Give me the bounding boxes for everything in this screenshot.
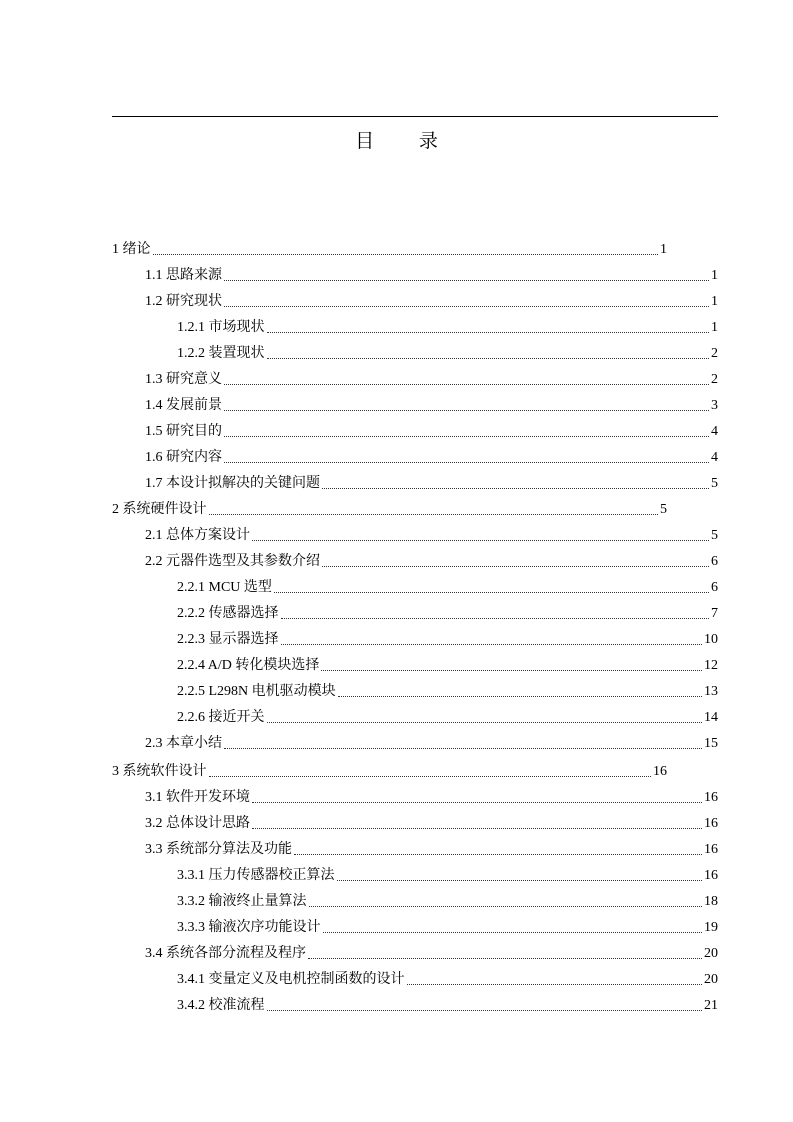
dot-leader [252, 801, 702, 803]
dot-leader [224, 461, 709, 463]
toc-entry-page: 20 [704, 972, 718, 987]
toc-entry-page: 3 [711, 398, 718, 413]
toc-entry[interactable] [177, 315, 718, 337]
toc-entry-page: 14 [704, 710, 718, 725]
dot-leader [209, 513, 659, 515]
dot-leader [323, 931, 703, 933]
toc-entry-label: 1.7 本设计拟解决的关键问题 [145, 476, 320, 491]
toc-entry-label: 3.3 系统部分算法及功能 [145, 842, 292, 857]
toc-entry[interactable] [145, 367, 718, 389]
toc-entry-label: 1.4 发展前景 [145, 398, 222, 413]
dot-leader [224, 383, 709, 385]
toc-entry[interactable] [145, 419, 718, 441]
toc-entry[interactable] [177, 627, 718, 649]
toc-entry[interactable] [145, 263, 718, 285]
toc-entry-label: 1.5 研究目的 [145, 424, 222, 439]
toc-entry-label: 1.6 研究内容 [145, 450, 222, 465]
toc-entry-label: 1.2.2 装置现状 [177, 346, 265, 361]
dot-leader [224, 435, 709, 437]
toc-entry-label: 1.2.1 市场现状 [177, 320, 265, 335]
toc-entry[interactable] [145, 549, 718, 571]
toc-entry-label: 2.2.2 传感器选择 [177, 606, 279, 621]
toc-entry-label: 2.2 元器件选型及其参数介绍 [145, 554, 320, 569]
dot-leader [337, 879, 703, 881]
dot-leader [224, 279, 709, 281]
dot-leader [267, 721, 703, 723]
toc-entry-page: 4 [711, 450, 718, 465]
toc-entry-label: 2.2.5 L298N 电机驱动模块 [177, 684, 336, 699]
toc-entry[interactable] [145, 445, 718, 467]
toc-entry-label: 3.4.1 变量定义及电机控制函数的设计 [177, 972, 405, 987]
dot-leader [338, 695, 702, 697]
toc-entry-page: 18 [704, 894, 718, 909]
dot-leader [209, 775, 652, 777]
toc-entry-page: 15 [704, 736, 718, 751]
toc-entry-page: 1 [660, 242, 667, 257]
toc-entry-label: 3.3.2 输液终止量算法 [177, 894, 307, 909]
dot-leader [281, 617, 710, 619]
toc-entry[interactable] [177, 863, 718, 885]
toc-entry-page: 1 [711, 320, 718, 335]
toc-entry-page: 1 [711, 294, 718, 309]
toc-entry-page: 16 [704, 842, 718, 857]
toc-entry-page: 1 [711, 268, 718, 283]
toc-entry[interactable] [145, 785, 718, 807]
toc-entry[interactable] [145, 393, 718, 415]
toc-entry-label: 2.1 总体方案设计 [145, 528, 250, 543]
dot-leader [321, 669, 702, 671]
dot-leader [224, 409, 709, 411]
toc-entry-page: 21 [704, 998, 718, 1013]
toc-entry-label: 2.2.6 接近开关 [177, 710, 265, 725]
toc-entry[interactable] [145, 731, 718, 753]
toc-entry-page: 4 [711, 424, 718, 439]
dot-leader [322, 565, 709, 567]
toc-entry-page: 12 [704, 658, 718, 673]
dot-leader [224, 305, 709, 307]
toc-entry[interactable] [177, 601, 718, 623]
toc-entry[interactable] [177, 679, 718, 701]
toc-entry-page: 16 [704, 868, 718, 883]
toc-entry-label: 2 系统硬件设计 [112, 502, 207, 517]
header-rule [112, 116, 718, 117]
toc-entry-label: 3.3.3 输液次序功能设计 [177, 920, 321, 935]
toc-entry-page: 13 [704, 684, 718, 699]
dot-leader [267, 331, 710, 333]
toc-entry-page: 16 [704, 816, 718, 831]
toc-entry-page: 10 [704, 632, 718, 647]
toc-entry-label: 2.2.4 A/D 转化模块选择 [177, 658, 320, 673]
dot-leader [252, 539, 709, 541]
toc-entry-label: 3 系统软件设计 [112, 764, 207, 779]
toc-entry[interactable] [177, 705, 718, 727]
toc-entry-page: 6 [711, 554, 718, 569]
toc-entry-label: 2.2.1 MCU 选型 [177, 580, 272, 595]
toc-entry[interactable] [112, 759, 667, 781]
toc-entry[interactable] [112, 237, 667, 259]
toc-entry-page: 20 [704, 946, 718, 961]
toc-entry-label: 3.2 总体设计思路 [145, 816, 250, 831]
dot-leader [224, 747, 702, 749]
toc-entry[interactable] [177, 993, 718, 1015]
toc-entry-page: 5 [660, 502, 667, 517]
toc-entry[interactable] [177, 915, 718, 937]
dot-leader [252, 827, 702, 829]
toc-entry[interactable] [112, 497, 667, 519]
toc-entry-label: 2.3 本章小结 [145, 736, 222, 751]
toc-entry-label: 2.2.3 显示器选择 [177, 632, 279, 647]
dot-leader [322, 487, 709, 489]
toc-entry-page: 7 [711, 606, 718, 621]
toc-entry-label: 3.4 系统各部分流程及程序 [145, 946, 306, 961]
dot-leader [308, 957, 702, 959]
dot-leader [267, 357, 710, 359]
toc-entry-label: 3.1 软件开发环境 [145, 790, 250, 805]
dot-leader [274, 591, 709, 593]
toc-entry[interactable] [145, 289, 718, 311]
toc-entry-page: 16 [653, 764, 667, 779]
toc-entry[interactable] [145, 811, 718, 833]
toc-entry[interactable] [177, 341, 718, 363]
toc-entry-label: 1.2 研究现状 [145, 294, 222, 309]
toc-entry[interactable] [145, 523, 718, 545]
toc-entry-page: 2 [711, 346, 718, 361]
dot-leader [153, 253, 659, 255]
toc-entry-label: 1 绪论 [112, 242, 151, 257]
toc-entry-page: 5 [711, 476, 718, 491]
toc-entry-page: 19 [704, 920, 718, 935]
toc-entry[interactable] [177, 653, 718, 675]
dot-leader [407, 983, 703, 985]
toc-entry-page: 16 [704, 790, 718, 805]
dot-leader [294, 853, 702, 855]
dot-leader [267, 1009, 703, 1011]
dot-leader [309, 905, 703, 907]
toc-entry[interactable] [177, 575, 718, 597]
toc-entry-page: 5 [711, 528, 718, 543]
toc-entry-label: 3.3.1 压力传感器校正算法 [177, 868, 335, 883]
toc-entry-page: 6 [711, 580, 718, 595]
dot-leader [281, 643, 703, 645]
toc-entry[interactable] [145, 471, 718, 493]
toc-entry-label: 1.1 思路来源 [145, 268, 222, 283]
toc-entry[interactable] [177, 889, 718, 911]
toc-entry[interactable] [145, 837, 718, 859]
toc-entry-page: 2 [711, 372, 718, 387]
toc-entry-label: 1.3 研究意义 [145, 372, 222, 387]
toc-entry-label: 3.4.2 校准流程 [177, 998, 265, 1013]
toc-entry[interactable] [145, 941, 718, 963]
page-title: 目 录 [355, 131, 458, 152]
toc-entry[interactable] [177, 967, 718, 989]
